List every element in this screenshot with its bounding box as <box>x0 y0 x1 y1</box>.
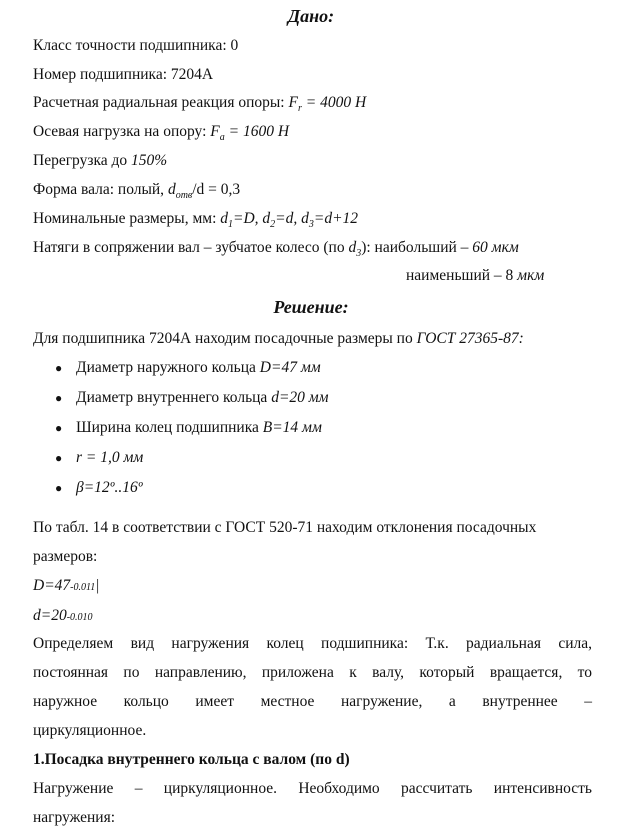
axial-load-line: Осевая нагрузка на опору: $F_a = 1600$ Н <box>33 123 290 144</box>
bullet-marker: ● <box>55 391 63 405</box>
interference-min-line: наименьший – 8 мкм <box>406 267 545 284</box>
nominal-sizes-line: Номинальные размеры, мм: $d_1=D$, $d_2=d$, $d_3=d+12$ <box>33 210 359 231</box>
bullet-marker: ● <box>55 481 63 495</box>
loading-line: Нагружение – циркуляционное. Необходимо рассчитать интенсивность <box>33 780 592 797</box>
table-reference-line: По табл. 14 в соответствии с ГОСТ 520-71 находим отклонения посадочных <box>33 519 537 536</box>
bullet-ring-width: Ширина колец подшипника B=14 мм <box>76 419 322 436</box>
radial-reaction-line: Расчетная радиальная реакция опоры: $F_r = 4000$ Н <box>33 94 367 115</box>
precision-class-line: Класс точности подшипника: 0 <box>33 37 239 54</box>
solution-intro: Для подшипника 7204А находим посадочные размеры по ГОСТ 27365-87: <box>33 330 524 347</box>
inner-diameter-deviation: d=20-0.010 <box>33 607 93 624</box>
outer-diameter-deviation: D=47-0.011| <box>33 577 100 594</box>
loading-paragraph-line: Определяем вид нагружения колец подшипника: Т.к. радиальная сила, <box>33 635 592 652</box>
bullet-marker: ● <box>55 451 63 465</box>
shaft-form-line: Форма вала: полый, $d_{отв}/d = 0,3$ <box>33 181 241 202</box>
given-title: Дано: <box>287 6 335 26</box>
loading-paragraph-line: наружное кольцо имеет местное нагружение, а внутреннее – <box>33 693 592 710</box>
bearing-number-line: Номер подшипника: 7204А <box>33 66 214 83</box>
bullet-radius: r = 1,0 мм <box>76 449 144 466</box>
loading-line-2: нагружения: <box>33 809 116 826</box>
table-reference-line-2: размеров: <box>33 548 98 565</box>
bullet-marker: ● <box>55 421 63 435</box>
section-heading: 1.Посадка внутреннего кольца с валом (по d) <box>33 751 350 768</box>
overload-line: Перегрузка до 150% <box>33 152 168 169</box>
interference-line: Натяги в сопряжении вал – зубчатое колесо (по $d_3$): наибольший – 60 мкм <box>33 239 519 260</box>
bullet-marker: ● <box>55 361 63 375</box>
bullet-outer-diameter: Диаметр наружного кольца D=47 мм <box>76 359 321 376</box>
bullet-inner-diameter: Диаметр внутреннего кольца d=20 мм <box>76 389 329 406</box>
solution-title: Решение: <box>273 297 349 317</box>
loading-paragraph-line: циркуляционное. <box>33 722 147 739</box>
loading-paragraph-line: постоянная по направлению, приложена к валу, который вращается, то <box>33 664 592 681</box>
bullet-angle: β=12º..16º <box>76 479 143 496</box>
